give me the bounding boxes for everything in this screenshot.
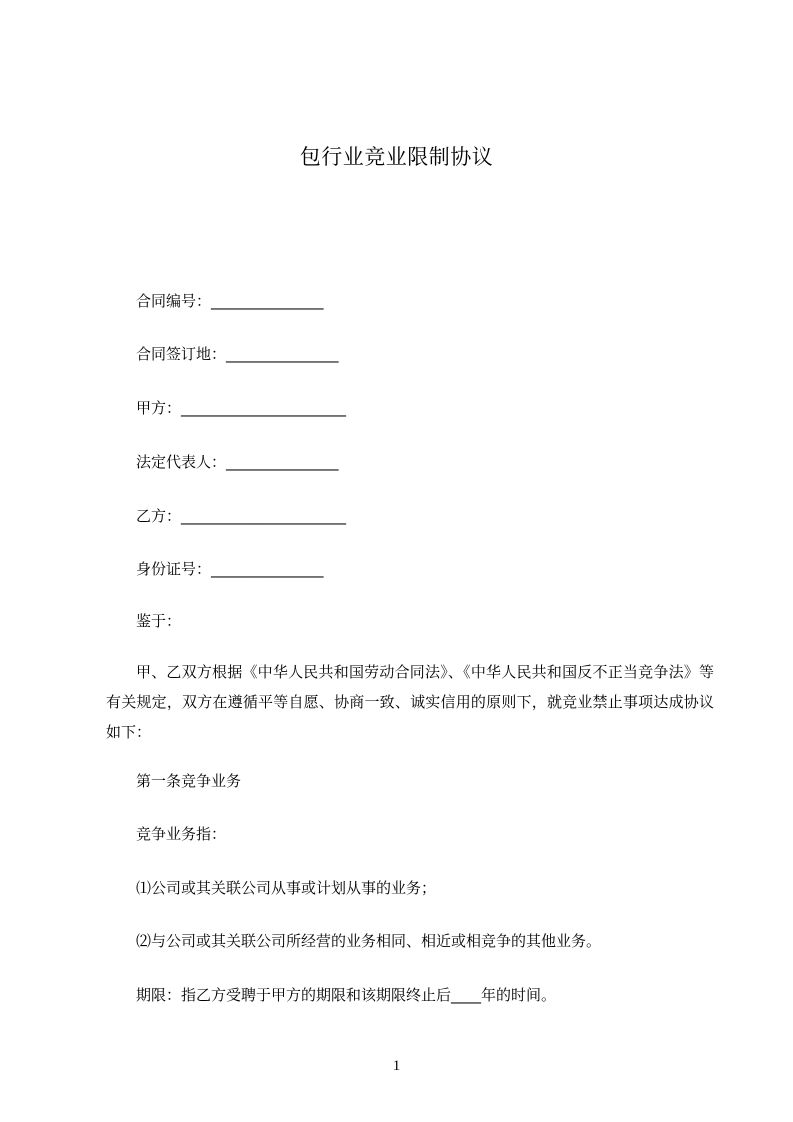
article-1-term: 期限：指乙方受聘于甲方的期限和该期限终止后____年的时间。 xyxy=(136,986,557,1004)
party-b-field: 乙方：______________________ xyxy=(136,507,347,525)
party-a-field: 甲方：______________________ xyxy=(136,399,347,417)
whereas-label: 鉴于： xyxy=(136,612,182,630)
document-title: 包行业竞业限制协议 xyxy=(299,145,494,169)
id-number-field: 身份证号：_______________ xyxy=(136,560,324,578)
article-1-item-2: ⑵与公司或其关联公司所经营的业务相同、相近或相竞争的其他业务。 xyxy=(136,932,602,950)
article-1-intro: 竞争业务指： xyxy=(136,825,227,843)
contract-number-field: 合同编号：_______________ xyxy=(136,292,324,310)
article-1-item-1: ⑴公司或其关联公司从事或计划从事的业务； xyxy=(136,879,437,897)
signing-place-field: 合同签订地：_______________ xyxy=(136,345,339,363)
legal-representative-field: 法定代表人：_______________ xyxy=(136,453,339,471)
page-number: 1 xyxy=(392,1058,401,1074)
preamble-paragraph: 甲、乙双方根据《中华人民共和国劳动合同法》、《中华人民共和国反不正当竞争法》等有关规定，双方在遵循平等自愿、协商一致、诚实信用的原则下，就竞业禁止事项达成协议如下： xyxy=(106,663,714,741)
article-1-heading: 第一条竞争业务 xyxy=(136,772,242,790)
